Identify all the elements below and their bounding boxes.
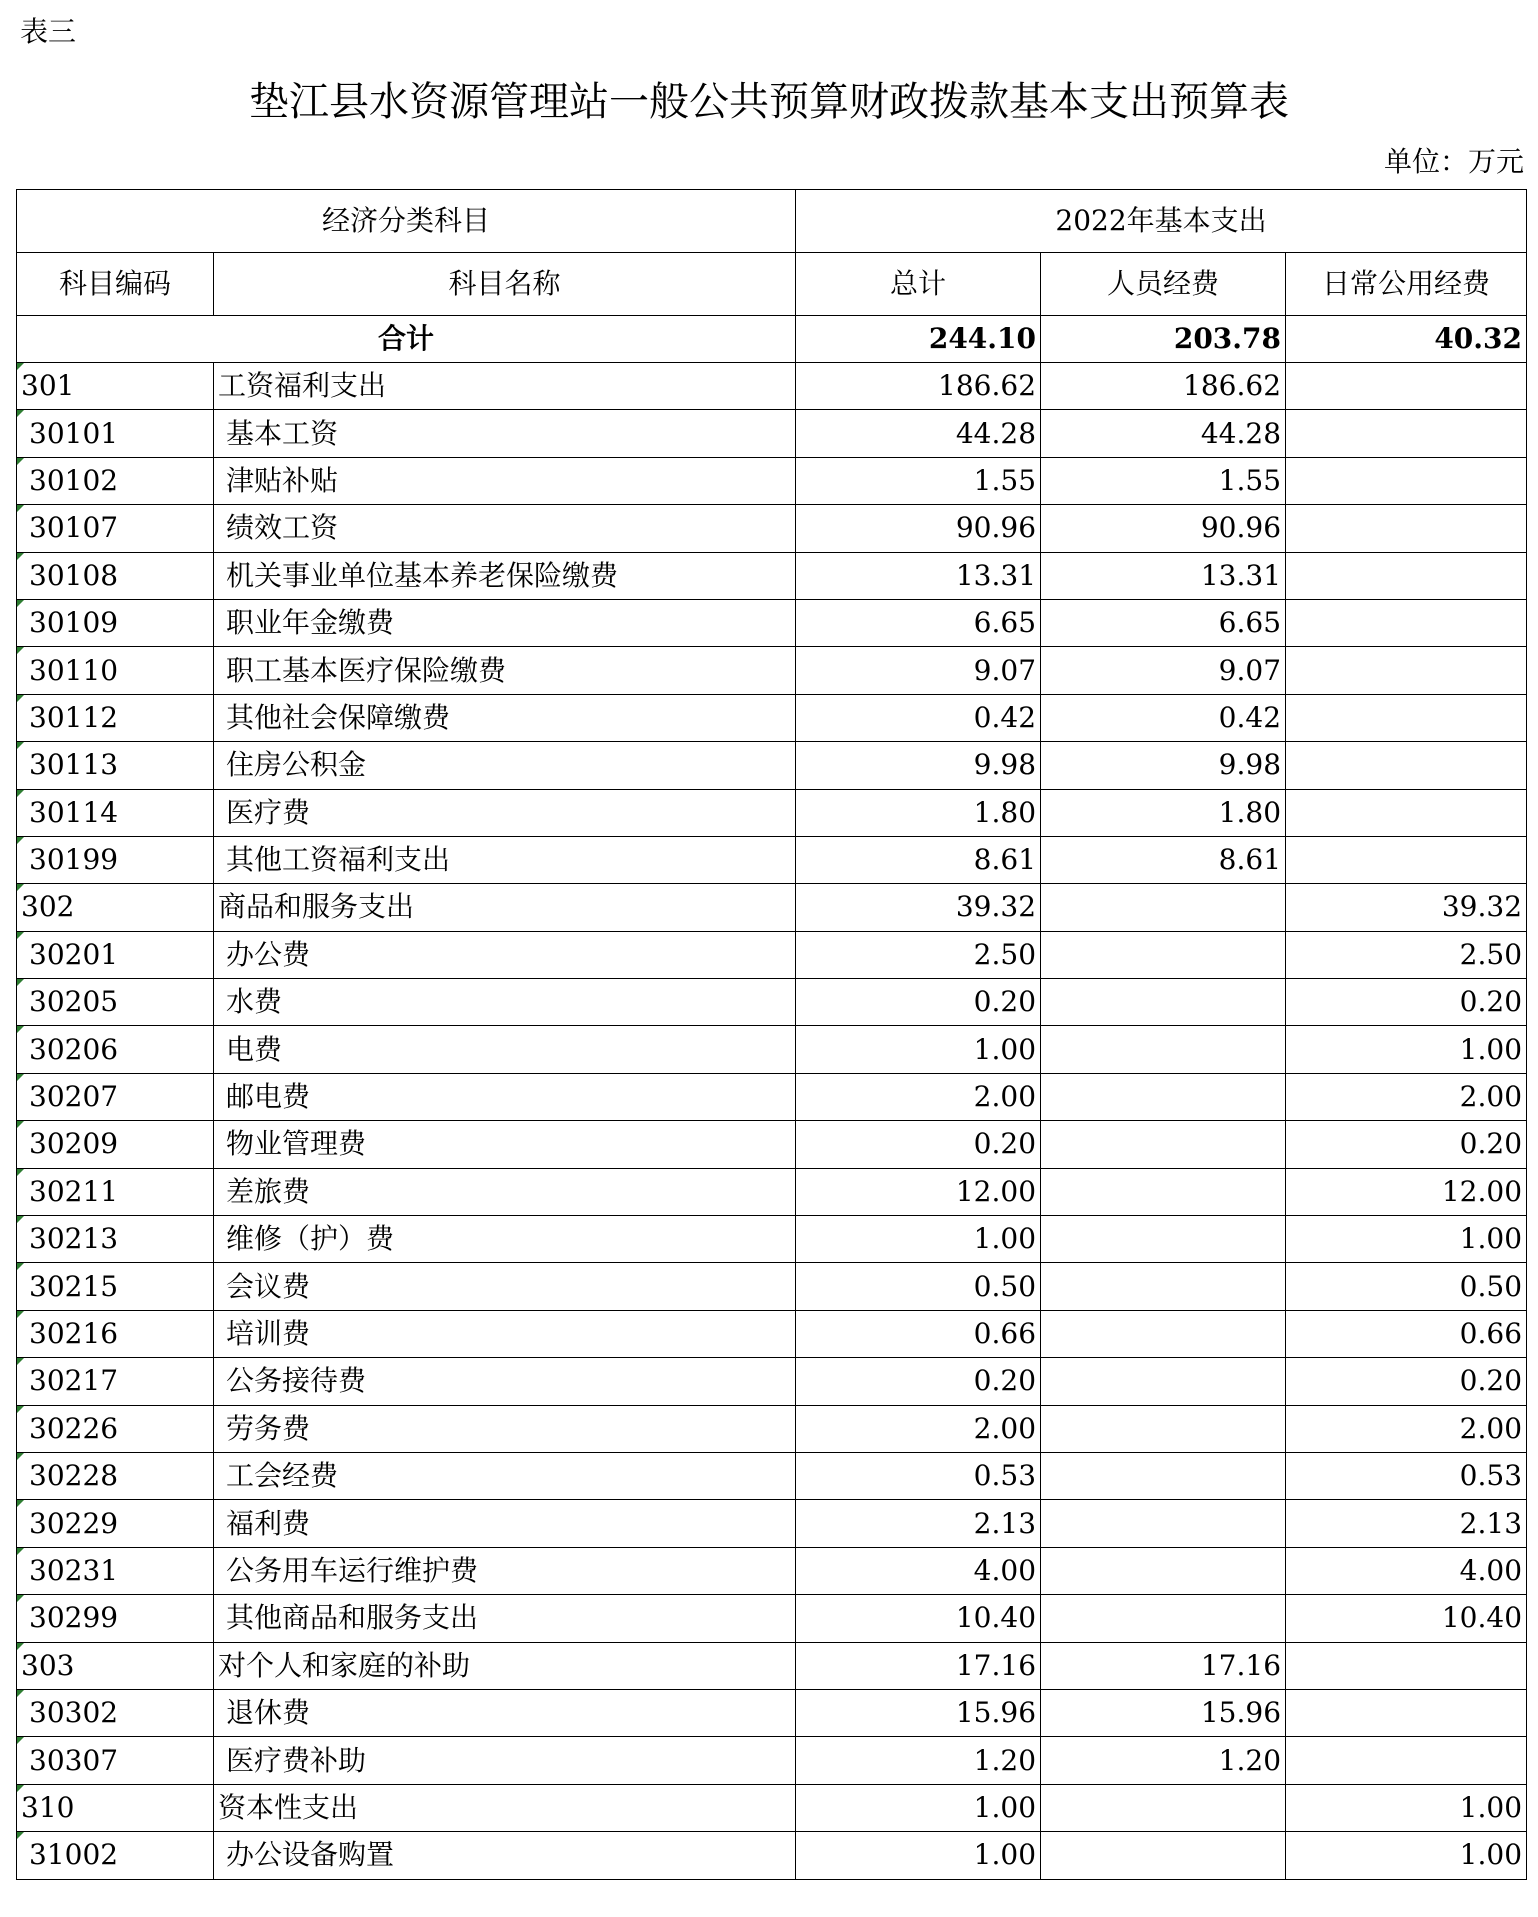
code-cell: 30109 (17, 599, 214, 646)
personnel-cell (1041, 1216, 1286, 1263)
name-cell: 其他社会保障缴费 (214, 694, 796, 741)
table-row (17, 742, 1527, 789)
public-cell: 4.00 (1286, 1547, 1527, 1594)
code-cell: 30205 (17, 979, 214, 1026)
personnel-cell: 0.42 (1041, 694, 1286, 741)
table-row (17, 836, 1527, 883)
unit-label: 单位：万元 (1383, 145, 1524, 178)
personnel-cell: 15.96 (1041, 1689, 1286, 1736)
header-row-columns (17, 253, 1527, 316)
personnel-cell: 13.31 (1041, 552, 1286, 599)
total-cell: 1.00 (796, 1026, 1041, 1073)
public-cell: 12.00 (1286, 1168, 1527, 1215)
total-cell: 4.00 (796, 1547, 1041, 1594)
header-year-basic: 2022年基本支出 (796, 190, 1527, 253)
total-cell: 0.53 (796, 1452, 1041, 1499)
personnel-cell (1041, 1263, 1286, 1310)
public-cell (1286, 789, 1527, 836)
personnel-cell: 6.65 (1041, 599, 1286, 646)
code-cell: 30226 (17, 1405, 214, 1452)
budget-table (16, 189, 1527, 1880)
name-cell: 绩效工资 (214, 505, 796, 552)
table-row (17, 1784, 1527, 1831)
total-cell: 6.65 (796, 599, 1041, 646)
total-cell: 1.00 (796, 1216, 1041, 1263)
table-row (17, 457, 1527, 504)
personnel-cell (1041, 1405, 1286, 1452)
name-cell: 医疗费 (214, 789, 796, 836)
code-cell: 30113 (17, 742, 214, 789)
total-row (17, 316, 1527, 363)
public-cell: 1.00 (1286, 1026, 1527, 1073)
personnel-cell: 44.28 (1041, 410, 1286, 457)
name-cell: 资本性支出 (214, 1784, 796, 1831)
table-row (17, 1121, 1527, 1168)
personnel-cell (1041, 1310, 1286, 1357)
personnel-cell (1041, 1358, 1286, 1405)
public-cell: 1.00 (1286, 1216, 1527, 1263)
public-cell (1286, 1737, 1527, 1784)
public-cell (1286, 836, 1527, 883)
total-cell: 13.31 (796, 552, 1041, 599)
table-row (17, 1310, 1527, 1357)
name-cell: 退休费 (214, 1689, 796, 1736)
name-cell: 物业管理费 (214, 1121, 796, 1168)
total-cell: 0.20 (796, 1358, 1041, 1405)
table-row (17, 1832, 1527, 1879)
code-cell: 30206 (17, 1026, 214, 1073)
table-row (17, 789, 1527, 836)
code-cell: 30217 (17, 1358, 214, 1405)
code-cell: 30302 (17, 1689, 214, 1736)
table-row (17, 1026, 1527, 1073)
name-cell: 邮电费 (214, 1073, 796, 1120)
header-personnel: 人员经费 (1041, 253, 1286, 316)
table-row (17, 1216, 1527, 1263)
header-economic-classification: 经济分类科目 (17, 190, 796, 253)
code-cell: 30216 (17, 1310, 214, 1357)
total-cell: 17.16 (796, 1642, 1041, 1689)
name-cell: 工会经费 (214, 1452, 796, 1499)
public-cell (1286, 410, 1527, 457)
total-cell: 2.00 (796, 1073, 1041, 1120)
code-cell: 30107 (17, 505, 214, 552)
personnel-cell: 8.61 (1041, 836, 1286, 883)
total-cell: 0.20 (796, 1121, 1041, 1168)
header-name: 科目名称 (214, 253, 796, 316)
table-label: 表三 (20, 15, 77, 48)
table-row (17, 552, 1527, 599)
personnel-cell (1041, 1121, 1286, 1168)
total-cell: 90.96 (796, 505, 1041, 552)
name-cell: 医疗费补助 (214, 1737, 796, 1784)
header-code: 科目编码 (17, 253, 214, 316)
code-cell: 31002 (17, 1832, 214, 1879)
total-cell: 9.98 (796, 742, 1041, 789)
personnel-cell (1041, 1832, 1286, 1879)
table-row (17, 410, 1527, 457)
code-cell: 30307 (17, 1737, 214, 1784)
public-cell: 1.00 (1286, 1784, 1527, 1831)
total-cell: 39.32 (796, 884, 1041, 931)
total-cell: 0.20 (796, 979, 1041, 1026)
public-cell (1286, 457, 1527, 504)
table-row (17, 505, 1527, 552)
code-cell: 30211 (17, 1168, 214, 1215)
total-cell: 1.55 (796, 457, 1041, 504)
personnel-cell (1041, 1500, 1286, 1547)
public-cell: 10.40 (1286, 1595, 1527, 1642)
total-cell: 1.00 (796, 1832, 1041, 1879)
name-cell: 办公设备购置 (214, 1832, 796, 1879)
personnel-cell: 17.16 (1041, 1642, 1286, 1689)
name-cell: 住房公积金 (214, 742, 796, 789)
name-cell: 水费 (214, 979, 796, 1026)
name-cell: 劳务费 (214, 1405, 796, 1452)
code-cell: 30110 (17, 647, 214, 694)
code-cell: 30299 (17, 1595, 214, 1642)
public-cell: 2.50 (1286, 931, 1527, 978)
table-row (17, 1500, 1527, 1547)
code-cell: 310 (17, 1784, 214, 1831)
personnel-cell (1041, 1026, 1286, 1073)
table-row (17, 647, 1527, 694)
name-cell: 职工基本医疗保险缴费 (214, 647, 796, 694)
table-row (17, 694, 1527, 741)
public-cell: 39.32 (1286, 884, 1527, 931)
table-row (17, 1689, 1527, 1736)
code-cell: 303 (17, 1642, 214, 1689)
total-public: 40.32 (1286, 316, 1527, 363)
total-personnel: 203.78 (1041, 316, 1286, 363)
code-cell: 30101 (17, 410, 214, 457)
code-cell: 30229 (17, 1500, 214, 1547)
header-total: 总计 (796, 253, 1041, 316)
table-row (17, 1642, 1527, 1689)
code-cell: 302 (17, 884, 214, 931)
name-cell: 其他商品和服务支出 (214, 1595, 796, 1642)
name-cell: 福利费 (214, 1500, 796, 1547)
total-cell: 1.80 (796, 789, 1041, 836)
total-cell: 0.42 (796, 694, 1041, 741)
personnel-cell: 186.62 (1041, 363, 1286, 410)
total-cell: 1.20 (796, 1737, 1041, 1784)
table-row (17, 1263, 1527, 1310)
personnel-cell (1041, 1168, 1286, 1215)
name-cell: 会议费 (214, 1263, 796, 1310)
personnel-cell (1041, 1595, 1286, 1642)
code-cell: 30207 (17, 1073, 214, 1120)
name-cell: 对个人和家庭的补助 (214, 1642, 796, 1689)
code-cell: 30108 (17, 552, 214, 599)
public-cell: 0.53 (1286, 1452, 1527, 1499)
code-cell: 30228 (17, 1452, 214, 1499)
personnel-cell (1041, 1784, 1286, 1831)
personnel-cell: 9.07 (1041, 647, 1286, 694)
code-cell: 30102 (17, 457, 214, 504)
total-label: 合计 (17, 316, 796, 363)
table-row (17, 931, 1527, 978)
public-cell (1286, 647, 1527, 694)
name-cell: 商品和服务支出 (214, 884, 796, 931)
code-cell: 30215 (17, 1263, 214, 1310)
total-cell: 2.50 (796, 931, 1041, 978)
total-cell: 12.00 (796, 1168, 1041, 1215)
table-row (17, 1358, 1527, 1405)
name-cell: 培训费 (214, 1310, 796, 1357)
name-cell: 维修（护）费 (214, 1216, 796, 1263)
document-title: 垫江县水资源管理站一般公共预算财政拨款基本支出预算表 (249, 79, 1289, 125)
public-cell (1286, 363, 1527, 410)
personnel-cell: 1.55 (1041, 457, 1286, 504)
personnel-cell (1041, 931, 1286, 978)
personnel-cell: 1.80 (1041, 789, 1286, 836)
personnel-cell (1041, 979, 1286, 1026)
public-cell (1286, 694, 1527, 741)
personnel-cell: 1.20 (1041, 1737, 1286, 1784)
total-cell: 10.40 (796, 1595, 1041, 1642)
public-cell: 2.00 (1286, 1405, 1527, 1452)
public-cell: 0.50 (1286, 1263, 1527, 1310)
table-row (17, 884, 1527, 931)
table-row (17, 1405, 1527, 1452)
code-cell: 30112 (17, 694, 214, 741)
total-cell: 15.96 (796, 1689, 1041, 1736)
code-cell: 30209 (17, 1121, 214, 1168)
table-row (17, 979, 1527, 1026)
personnel-cell (1041, 1073, 1286, 1120)
public-cell (1286, 505, 1527, 552)
table-row (17, 363, 1527, 410)
public-cell (1286, 552, 1527, 599)
code-cell: 30231 (17, 1547, 214, 1594)
public-cell (1286, 742, 1527, 789)
total-cell: 8.61 (796, 836, 1041, 883)
table-row (17, 1168, 1527, 1215)
total-total: 244.10 (796, 316, 1041, 363)
public-cell: 2.00 (1286, 1073, 1527, 1120)
name-cell: 公务接待费 (214, 1358, 796, 1405)
total-cell: 9.07 (796, 647, 1041, 694)
total-cell: 2.13 (796, 1500, 1041, 1547)
total-cell: 1.00 (796, 1784, 1041, 1831)
name-cell: 津贴补贴 (214, 457, 796, 504)
code-cell: 30199 (17, 836, 214, 883)
total-cell: 0.66 (796, 1310, 1041, 1357)
table-row (17, 1737, 1527, 1784)
code-cell: 301 (17, 363, 214, 410)
name-cell: 工资福利支出 (214, 363, 796, 410)
public-cell: 0.20 (1286, 979, 1527, 1026)
total-cell: 186.62 (796, 363, 1041, 410)
header-public: 日常公用经费 (1286, 253, 1527, 316)
public-cell (1286, 599, 1527, 646)
code-cell: 30114 (17, 789, 214, 836)
total-cell: 44.28 (796, 410, 1041, 457)
personnel-cell (1041, 1547, 1286, 1594)
public-cell (1286, 1642, 1527, 1689)
public-cell: 1.00 (1286, 1832, 1527, 1879)
name-cell: 办公费 (214, 931, 796, 978)
personnel-cell (1041, 1452, 1286, 1499)
header-row-group (17, 190, 1527, 253)
table-row (17, 599, 1527, 646)
table-row (17, 1595, 1527, 1642)
public-cell (1286, 1689, 1527, 1736)
name-cell: 基本工资 (214, 410, 796, 457)
name-cell: 电费 (214, 1026, 796, 1073)
personnel-cell (1041, 884, 1286, 931)
table-row (17, 1452, 1527, 1499)
public-cell: 0.20 (1286, 1358, 1527, 1405)
code-cell: 30213 (17, 1216, 214, 1263)
public-cell: 0.20 (1286, 1121, 1527, 1168)
public-cell: 2.13 (1286, 1500, 1527, 1547)
personnel-cell: 9.98 (1041, 742, 1286, 789)
public-cell: 0.66 (1286, 1310, 1527, 1357)
name-cell: 机关事业单位基本养老保险缴费 (214, 552, 796, 599)
personnel-cell: 90.96 (1041, 505, 1286, 552)
total-cell: 0.50 (796, 1263, 1041, 1310)
name-cell: 差旅费 (214, 1168, 796, 1215)
table-row (17, 1073, 1527, 1120)
name-cell: 职业年金缴费 (214, 599, 796, 646)
table-row (17, 1547, 1527, 1594)
total-cell: 2.00 (796, 1405, 1041, 1452)
code-cell: 30201 (17, 931, 214, 978)
name-cell: 公务用车运行维护费 (214, 1547, 796, 1594)
name-cell: 其他工资福利支出 (214, 836, 796, 883)
